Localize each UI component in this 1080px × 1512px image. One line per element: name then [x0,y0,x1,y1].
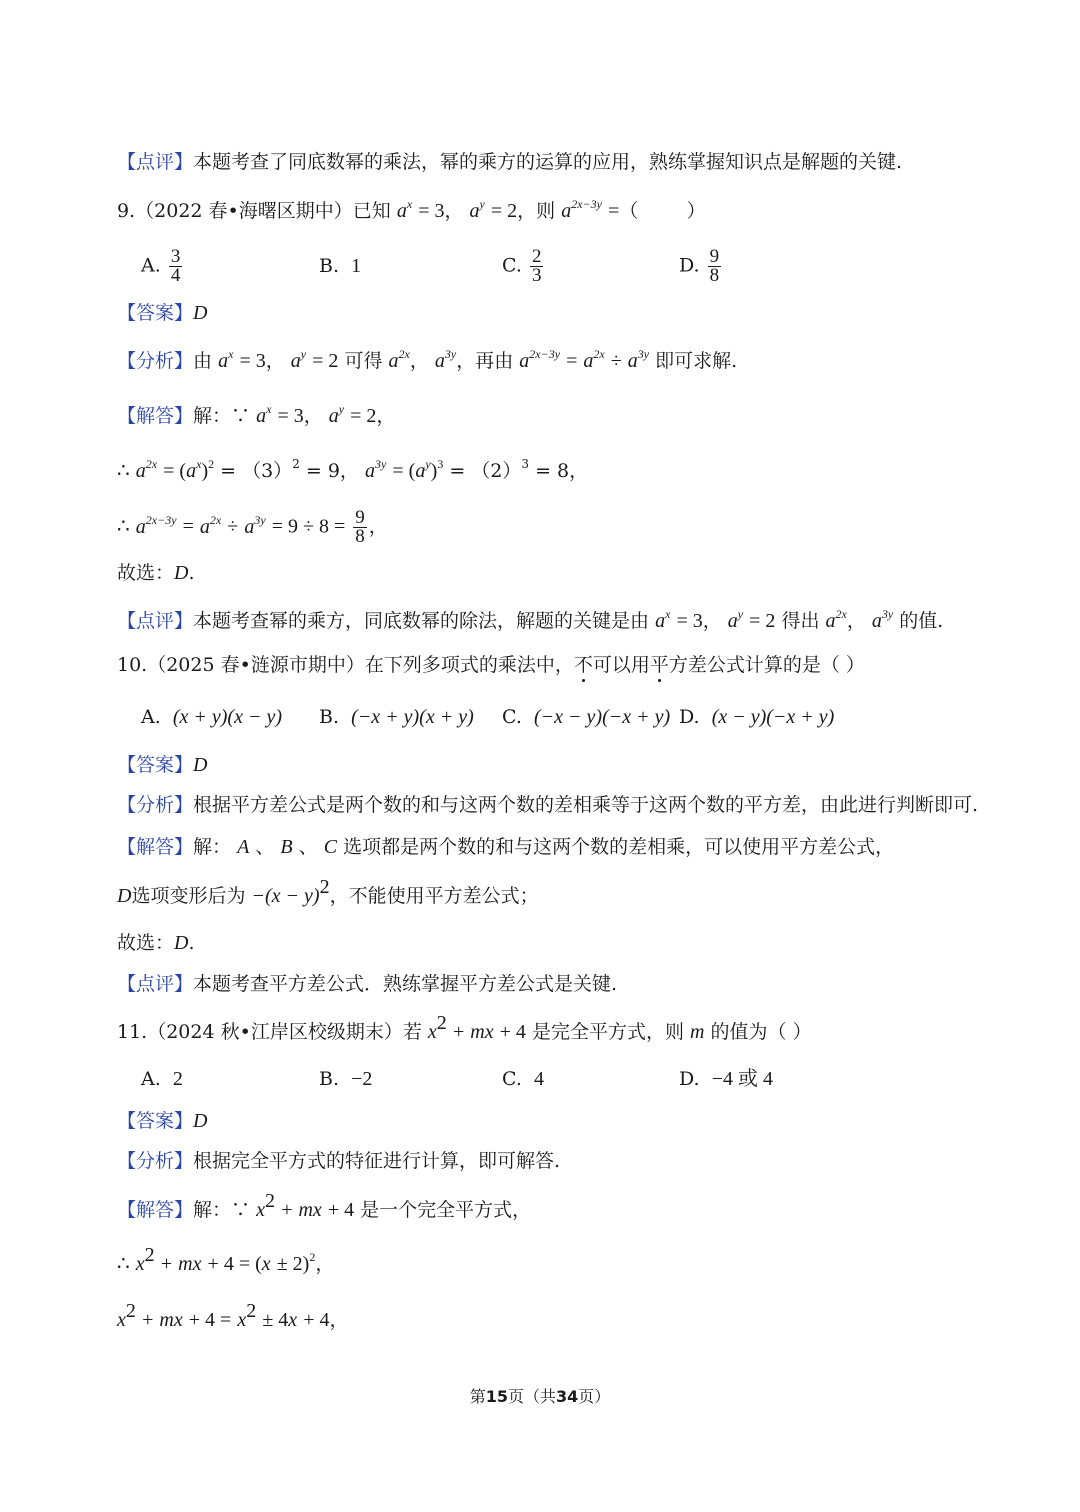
q10-answer: 【答案】D [117,754,208,776]
q10-step: D选项变形后为 $-(x - y)^2$，不能使用平方差公式； [117,876,539,907]
q9-step-2: ∴ $a^{2x-3y} = a^{2x} \div a^{3y} = 9 \div 8$ = $\frac{9}{8}$ ， [117,507,388,547]
q10-option-c: C. (−x − y)(−x + y) [502,706,671,728]
page-footer: 第15页（共34页） [469,1387,611,1406]
q11-step-1: ∴ $x^2$ + mx + $4 = (x \pm 2)^2$， [117,1244,335,1275]
q9-stem: 9.（2022 春•海曙区期中）已知 $a^x = 3$， $a^y = 2$，则 $a^{2x-3y}$ =（ ） [117,197,706,222]
page-number: 15 [485,1387,508,1406]
q9-solution: 【解答】解：∵ $a^x = 3$， $a^y = 2$， [117,402,396,427]
q9-option-a: A. $\frac{3}{4}$ [141,246,181,286]
math-expr: $a^x$ [396,197,413,222]
q11-option-b: B. −2 [319,1068,373,1090]
q10-stem: 10.（2025 春•涟源市期中）在下列多项式的乘法中，不可以用平方差公式计算的是（ ） [117,654,865,676]
page-total: 34 [556,1387,579,1406]
q10-solution: 【解答】解： A 、 B 、 C 选项都是两个数的和与这两个数的差相乘，可以使用平方差公式， [117,836,895,858]
q11-option-c: C. 4 [502,1068,544,1090]
q9-option-d: D. $\frac{9}{8}$ [679,246,720,286]
q11-option-a: A. 2 [141,1068,183,1090]
q9-answer: 【答案】D [117,302,208,324]
q11-step-2: $x^2$ + mx + $4 = x^2 \pm 4x + 4$， [117,1300,349,1331]
comment-tag: 【点评】 [117,151,194,173]
q8-comment: 【点评】本题考查了同底数幂的乘法，幂的乘方的运算的应用，熟练掌握知识点是解题的关键. [117,151,903,173]
emphasis-not: 不 [573,654,593,676]
q10-choose: 故选：D. [117,932,195,954]
q9-option-c: C. $\frac{2}{3}$ [502,246,542,286]
q10-analysis: 【分析】根据平方差公式是两个数的和与这两个数的差相乘等于这两个数的平方差，由此进行判断即可. [117,794,979,816]
q10-option-b: B. (−x + y)(x + y) [319,706,474,728]
q11-stem: 11.（2024 秋•江岸区校级期末）若 $x^2$ + mx + 4 是完全平方式，则 m 的值为（ ） [117,1012,812,1043]
q11-solution: 【解答】解：∵ $x^2$ + mx + 4 是一个完全平方式， [117,1190,532,1221]
q9-option-b: B. 1 [319,255,362,277]
fraction: $\frac{9}{8}$ [709,246,720,286]
fraction: $\frac{2}{3}$ [531,246,542,286]
q11-answer: 【答案】D [117,1110,208,1132]
q9-comment: 【点评】本题考查幂的乘方，同底数幂的除法，解题的关键是由 $a^x = 3$， $a^y = 2$ 得出 $a^{2x}$， $a^{3y}$ 的值. [117,607,944,632]
q9-step-1: ∴ $a^{2x} = (a^x)^2 = (3)^2 = 9$， $a^{3y} = (a^y)^3 = (2)^3 = 8$， [117,457,589,482]
q11-analysis: 【分析】根据完全平方式的特征进行计算，即可解答. [117,1150,561,1172]
q10-option-a: A. (x + y)(x − y) [141,706,282,728]
fraction: $\frac{9}{8}$ [355,507,365,547]
q10-comment: 【点评】本题考查平方差公式．熟练掌握平方差公式是关键. [117,973,618,995]
q11-option-d: D. −4 或 4 [679,1068,773,1090]
fraction: $\frac{3}{4}$ [170,246,181,286]
q9-analysis: 【分析】由 $a^x = 3$， $a^y = 2$ 可得 $a^{2x}$， $a^{3y}$，再由 $a^{2x-3y} = a^{2x} \div a^{3y}$ 即可求解. [117,347,738,372]
q9-choose: 故选：D. [117,562,195,584]
q10-option-d: D. (x − y)(−x + y) [679,706,835,728]
